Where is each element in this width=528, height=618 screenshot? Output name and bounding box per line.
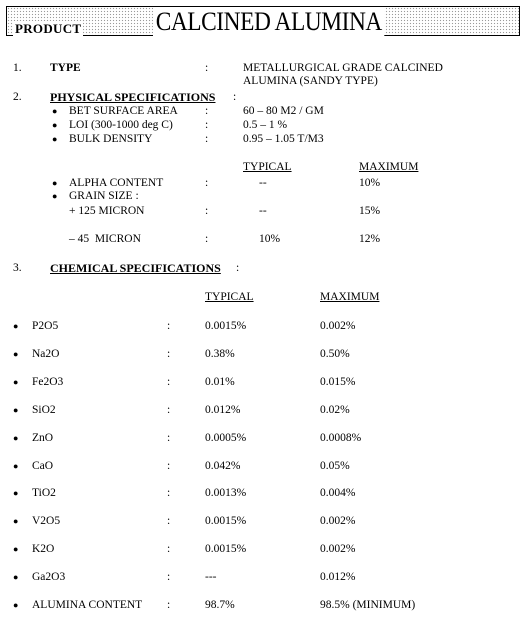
physical-col-typical: TYPICAL bbox=[243, 161, 292, 173]
physical-prop-label: LOI (300-1000 deg C) bbox=[69, 119, 173, 131]
bullet-icon: ● bbox=[13, 405, 19, 415]
alpha-typical: -- bbox=[259, 177, 267, 189]
bullet-icon: ● bbox=[52, 178, 58, 188]
chemical-row-maximum: 0.012% bbox=[320, 571, 356, 583]
chemical-row-typical: 0.0005% bbox=[205, 432, 247, 444]
physical-col-maximum: MAXIMUM bbox=[359, 161, 419, 173]
chemical-row-label: K2O bbox=[32, 543, 55, 555]
chemical-row-label: TiO2 bbox=[32, 487, 56, 499]
type-value-line1: METALLURGICAL GRADE CALCINED bbox=[243, 62, 443, 74]
grain-row-typical: 10% bbox=[259, 233, 281, 245]
grain-row-maximum: 12% bbox=[359, 233, 381, 245]
chemical-row-maximum: 0.02% bbox=[320, 404, 350, 416]
chemical-row-typical: 0.38% bbox=[205, 348, 235, 360]
bullet-icon: ● bbox=[13, 321, 19, 331]
alpha-colon: : bbox=[205, 177, 209, 189]
bullet-icon: ● bbox=[13, 433, 19, 443]
physical-heading-colon: : bbox=[233, 91, 237, 103]
chemical-row-typical: 0.0015% bbox=[205, 515, 247, 527]
section-number-3: 3. bbox=[13, 262, 22, 274]
chemical-row-maximum: 0.0008% bbox=[320, 432, 362, 444]
bullet-icon: ● bbox=[52, 134, 58, 144]
bullet-icon: ● bbox=[52, 120, 58, 130]
physical-prop-value: 0.95 – 1.05 T/M3 bbox=[243, 133, 324, 145]
chemical-heading: CHEMICAL SPECIFICATIONS bbox=[50, 261, 221, 275]
chemical-row-label: Ga2O3 bbox=[32, 571, 66, 583]
chemical-row-label: SiO2 bbox=[32, 404, 56, 416]
chemical-row-maximum: 0.002% bbox=[320, 515, 356, 527]
physical-prop-colon: : bbox=[205, 119, 209, 131]
chemical-col-maximum: MAXIMUM bbox=[320, 291, 380, 303]
bullet-icon: ● bbox=[13, 349, 19, 359]
chemical-row-colon: : bbox=[167, 460, 171, 472]
chemical-row-maximum: 0.002% bbox=[320, 320, 356, 332]
chemical-row-maximum: 0.015% bbox=[320, 376, 356, 388]
section-number-2: 2. bbox=[13, 91, 22, 103]
chemical-row-colon: : bbox=[167, 487, 171, 499]
chemical-row-maximum: 0.004% bbox=[320, 487, 356, 499]
grain-row-label: + 125 MICRON bbox=[69, 205, 145, 217]
grain-row-maximum: 15% bbox=[359, 205, 381, 217]
chemical-row-colon: : bbox=[167, 515, 171, 527]
section-number-1: 1. bbox=[13, 62, 22, 74]
bullet-icon: ● bbox=[13, 516, 19, 526]
bullet-icon: ● bbox=[52, 106, 58, 116]
alpha-maximum: 10% bbox=[359, 177, 381, 189]
chemical-row-colon: : bbox=[167, 404, 171, 416]
grain-size-label: GRAIN SIZE : bbox=[69, 190, 139, 202]
chemical-row-typical: 0.01% bbox=[205, 376, 235, 388]
chemical-row-typical: --- bbox=[205, 571, 217, 583]
chemical-row-maximum: 98.5% (MINIMUM) bbox=[320, 599, 416, 611]
bullet-icon: ● bbox=[13, 572, 19, 582]
grain-row-colon: : bbox=[205, 233, 209, 245]
physical-prop-label: BET SURFACE AREA bbox=[69, 105, 178, 117]
grain-row-colon: : bbox=[205, 205, 209, 217]
physical-prop-value: 0.5 – 1 % bbox=[243, 119, 288, 131]
bullet-icon: ● bbox=[52, 191, 58, 201]
header-banner bbox=[6, 6, 520, 36]
chemical-row-typical: 0.042% bbox=[205, 460, 241, 472]
physical-prop-label: BULK DENSITY bbox=[69, 133, 153, 145]
chemical-row-maximum: 0.50% bbox=[320, 348, 350, 360]
chemical-heading-colon: : bbox=[236, 262, 240, 274]
chemical-row-colon: : bbox=[167, 543, 171, 555]
chemical-row-label: Fe2O3 bbox=[32, 376, 64, 388]
chemical-row-colon: : bbox=[167, 376, 171, 388]
chemical-row-label: Na2O bbox=[32, 348, 60, 360]
physical-heading: PHYSICAL SPECIFICATIONS bbox=[50, 90, 216, 104]
chemical-row-colon: : bbox=[167, 571, 171, 583]
bullet-icon: ● bbox=[13, 488, 19, 498]
chemical-row-label: V2O5 bbox=[32, 515, 61, 527]
chemical-row-typical: 0.0015% bbox=[205, 543, 247, 555]
chemical-row-colon: : bbox=[167, 320, 171, 332]
bullet-icon: ● bbox=[13, 544, 19, 554]
chemical-row-typical: 0.0013% bbox=[205, 487, 247, 499]
bullet-icon: ● bbox=[13, 461, 19, 471]
chemical-row-label: ALUMINA CONTENT bbox=[32, 599, 143, 611]
grain-row-label: – 45 MICRON bbox=[69, 233, 141, 245]
bullet-icon: ● bbox=[13, 377, 19, 387]
chemical-row-maximum: 0.05% bbox=[320, 460, 350, 472]
chemical-row-typical: 98.7% bbox=[205, 599, 235, 611]
chemical-row-label: ZnO bbox=[32, 432, 54, 444]
physical-prop-colon: : bbox=[205, 133, 209, 145]
bullet-icon: ● bbox=[13, 600, 19, 610]
chemical-row-typical: 0.012% bbox=[205, 404, 241, 416]
chemical-row-maximum: 0.002% bbox=[320, 543, 356, 555]
chemical-row-colon: : bbox=[167, 432, 171, 444]
chemical-col-typical: TYPICAL bbox=[205, 291, 254, 303]
chemical-row-colon: : bbox=[167, 348, 171, 360]
grain-row-typical: -- bbox=[259, 205, 267, 217]
type-value-line2: ALUMINA (SANDY TYPE) bbox=[243, 75, 378, 87]
chemical-row-label: CaO bbox=[32, 460, 54, 472]
product-label: PRODUCT bbox=[15, 21, 82, 36]
chemical-row-typical: 0.0015% bbox=[205, 320, 247, 332]
physical-prop-value: 60 – 80 M2 / GM bbox=[243, 105, 324, 117]
alpha-label: ALPHA CONTENT bbox=[69, 177, 164, 189]
chemical-row-colon: : bbox=[167, 599, 171, 611]
type-label: TYPE bbox=[50, 62, 81, 74]
chemical-row-label: P2O5 bbox=[32, 320, 59, 332]
type-colon: : bbox=[205, 62, 209, 74]
page-title: CALCINED ALUMINA bbox=[153, 7, 385, 37]
physical-prop-colon: : bbox=[205, 105, 209, 117]
